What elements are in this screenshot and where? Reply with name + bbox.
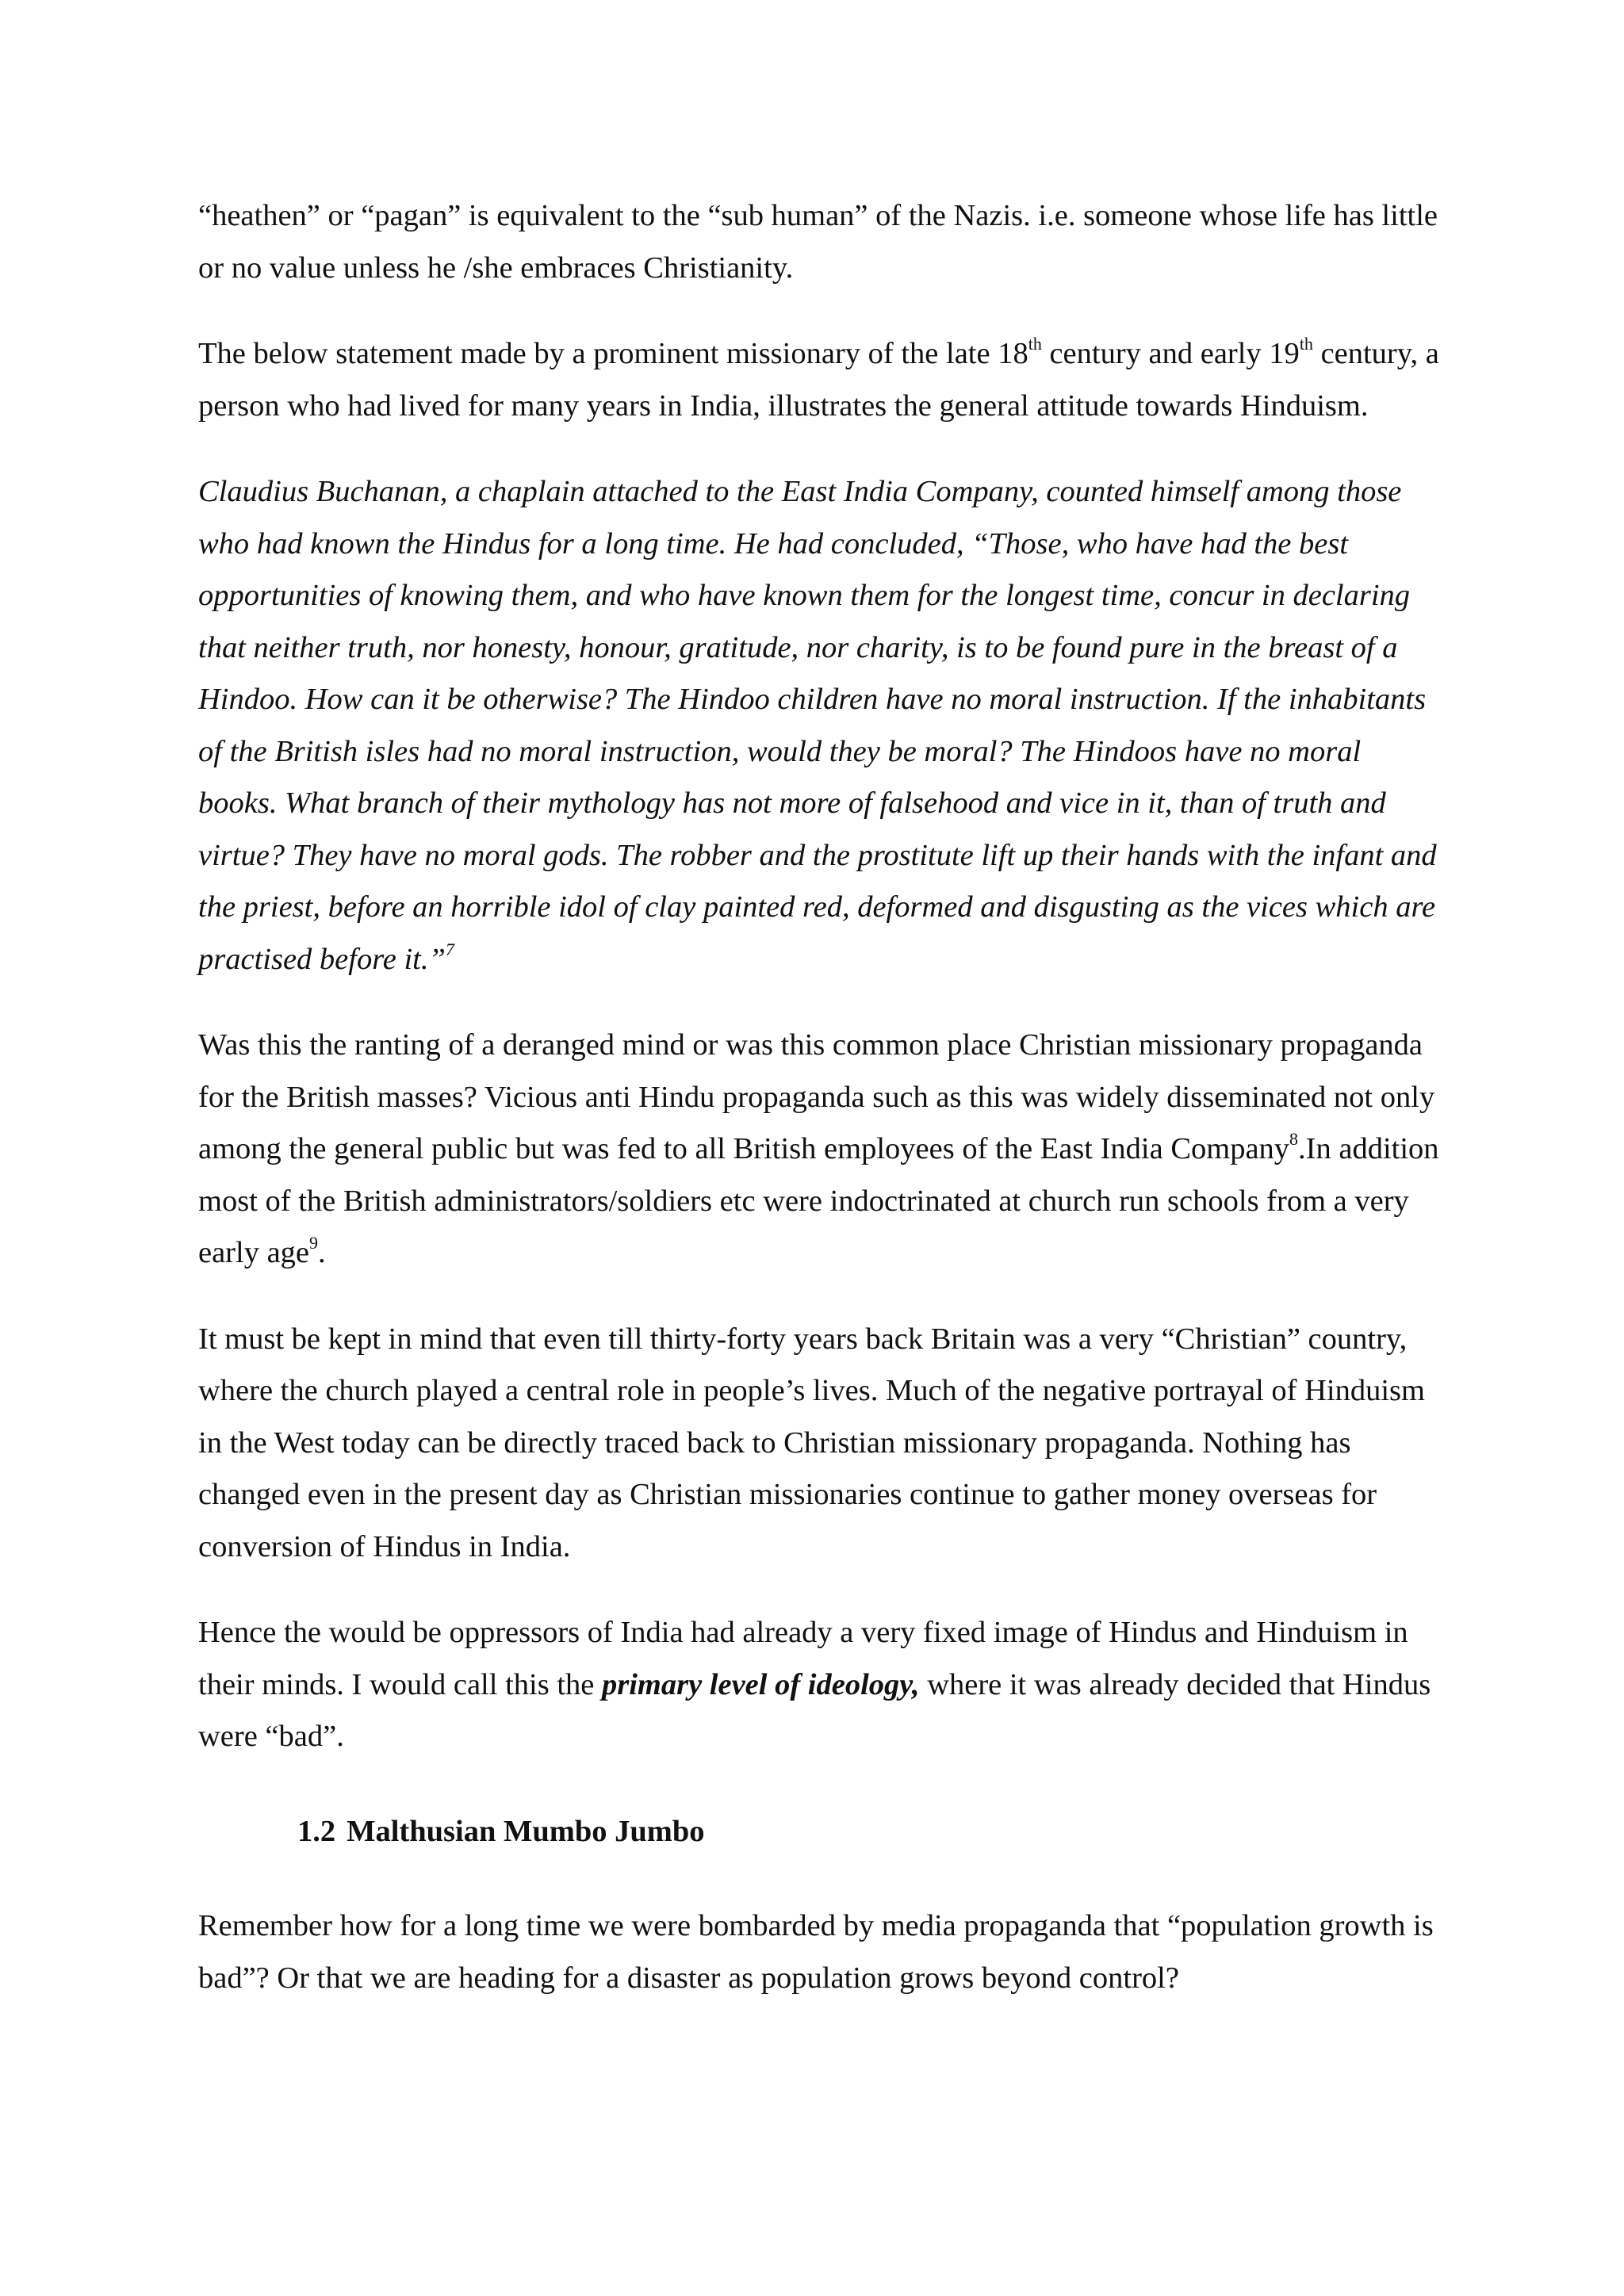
primary-level-emphasis: primary level of ideology,	[601, 1667, 920, 1701]
paragraph-oppressors	[198, 1607, 1443, 1763]
p2-text-3: century, a person who had lived for many years in India, illustrates the general attitude towards Hinduism.	[198, 337, 1439, 423]
p5-text-2: where it was already decided that Hindus were “bad”.	[198, 1667, 1431, 1753]
buchanan-quote	[198, 466, 1443, 985]
p3-text-1: Was this the ranting of a deranged mind or was this common place Christian missionary propaganda for the British masses? Vicious anti Hindu propaganda such as this was widely disseminated not only among the general public but was fed to all British employees of the East India Company	[198, 1028, 1435, 1165]
p2-text-2: century and early 19	[1041, 337, 1300, 370]
paragraph-christian-country: It must be kept in mind that even till thirty-forty years back Britain was a very “Christian” country, where the church played a central role in people’s lives. Much of the negative portrayal of Hinduism in the West today can be directly traced back to Christian missionary propaganda. Nothing has changed even in the present day as Christian missionaries continue to gather money overseas for conversion of Hindus in India.	[198, 1322, 1425, 1563]
paragraph-ranting	[198, 1020, 1443, 1280]
p2-superscript-1: th	[1028, 334, 1042, 354]
document-body	[198, 190, 1443, 2004]
section-number: 1.2	[297, 1814, 336, 1848]
footnote-ref-9: 9	[309, 1233, 318, 1253]
footnote-ref-8: 8	[1289, 1129, 1299, 1150]
p2-superscript-2: th	[1299, 334, 1313, 354]
p5-text-1: Hence the would be oppressors of India had already a very fixed image of Hindus and Hinduism in their minds. I would call this the	[198, 1616, 1408, 1701]
paragraph-missionary-statement	[198, 328, 1443, 432]
section-title: Malthusian Mumbo Jumbo	[347, 1814, 705, 1848]
footnote-ref-7: 7	[445, 939, 454, 959]
p3-text-3: .	[318, 1236, 326, 1269]
paragraph-heathen: “heathen” or “pagan” is equivalent to the “sub human” of the Nazis. i.e. someone whose life has little or no value unless he /she embraces Christianity.	[198, 199, 1438, 285]
section-heading	[297, 1806, 1443, 1858]
p3-text-2: .In addition most of the British administrators/soldiers etc were indoctrinated at church run schools from a very early age	[198, 1132, 1439, 1269]
p2-text-1: The below statement made by a prominent missionary of the late 18	[198, 337, 1028, 370]
paragraph-population: Remember how for a long time we were bombarded by media propaganda that “population growth is bad”? Or that we are heading for a disaster as population grows beyond control?	[198, 1909, 1434, 1995]
quote-text: Claudius Buchanan, a chaplain attached to the East India Company, counted himself among those who had known the Hindus for a long time. He had concluded, “Those, who have had the best opportunities of knowing them, and who have known them for the longest time, concur in declaring that neither truth, nor honesty, honour, gratitude, nor charity, is to be found pure in the breast of a Hindoo. How can it be otherwise? The Hindoo children have no moral instruction. If the inhabitants of the British isles had no moral instruction, would they be moral? The Hindoos have no moral books. What branch of their mythology has not more of falsehood and vice in it, than of truth and virtue? They have no moral gods. The robber and the prostitute lift up their hands with the infant and the priest, before an horrible idol of clay painted red, deformed and disgusting as the vices which are practised before it.”	[198, 475, 1437, 976]
